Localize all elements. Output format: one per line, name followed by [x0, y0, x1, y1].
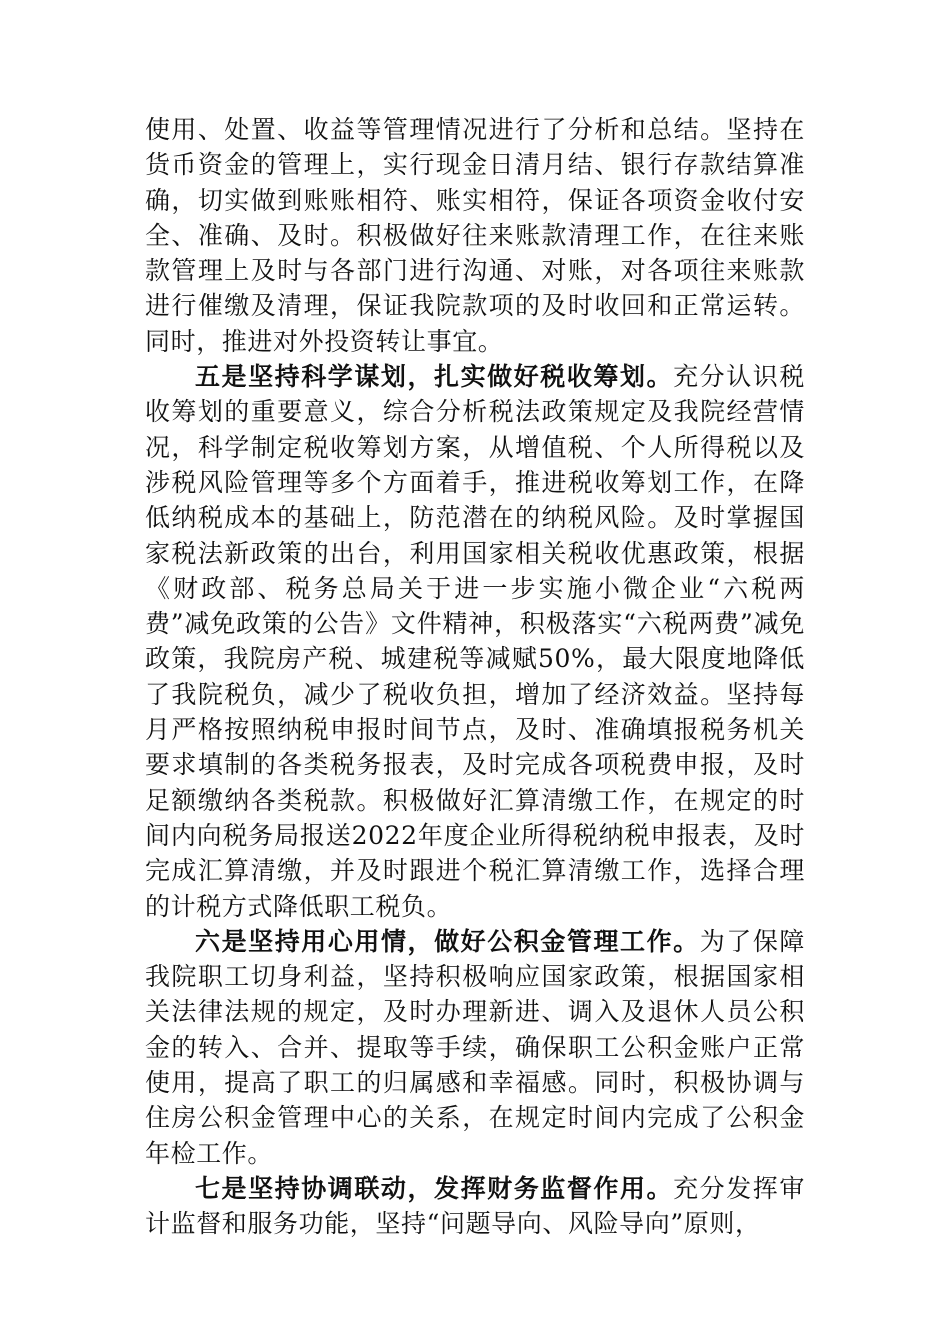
paragraph-lead-heading: 七是坚持协调联动，发挥财务监督作用。 — [195, 1173, 674, 1203]
paragraph-five-tax-planning — [145, 359, 805, 924]
document-page — [145, 112, 805, 1242]
paragraph-continued — [145, 112, 805, 359]
paragraph-seven-supervision — [145, 1171, 805, 1242]
paragraph-lead-heading: 五是坚持科学谋划，扎实做好税收筹划。 — [195, 362, 674, 392]
paragraph-text: 充分发挥审计监督和服务功能，坚持“问题导向、风险导向”原则， — [145, 1173, 805, 1239]
paragraph-text: 充分认识税收筹划的重要意义，综合分析税法政策规定及我院经营情况，科学制定税收筹划方案，从增值税、个人所得税以及涉税风险管理等多个方面着手，推进税收筹划工作，在降低纳税成本的基础上，防范潜在的纳税风险。及时掌握国家税法新政策的出台，利用国家相关税收优惠政策，根据《财政部、税务总局关于进一步实施小微企业“六税两费”减免政策的公告》文件精神，积极落实“六税两费”减免政策，我院房产税、城建税等减赋50%，最大限度地降低了我院税负，减少了税收负担，增加了经济效益。坚持每月严格按照纳税申报时间节点，及时、准确填报税务机关要求填制的各类税务报表，及时完成各项税费申报，及时足额缴纳各类税款。积极做好汇算清缴工作，在规定的时间内向税务局报送2022年度企业所得税纳税申报表，及时完成汇算清缴，并及时跟进个税汇算清缴工作，选择合理的计税方式降低职工税负。 — [145, 362, 805, 921]
paragraph-six-housing-fund — [145, 924, 805, 1171]
paragraph-text: 使用、处置、收益等管理情况进行了分析和总结。坚持在货币资金的管理上，实行现金日清月结、银行存款结算准确，切实做到账账相符、账实相符，保证各项资金收付安全、准确、及时。积极做好往来账款清理工作，在往来账款管理上及时与各部门进行沟通、对账，对各项往来账款进行催缴及清理，保证我院款项的及时收回和正常运转。同时，推进对外投资转让事宜。 — [145, 115, 805, 356]
paragraph-text: 为了保障我院职工切身利益，坚持积极响应国家政策，根据国家相关法律法规的规定，及时办理新进、调入及退休人员公积金的转入、合并、提取等手续，确保职工公积金账户正常使用，提高了职工的归属感和幸福感。同时，积极协调与住房公积金管理中心的关系，在规定时间内完成了公积金年检工作。 — [145, 926, 805, 1168]
paragraph-lead-heading: 六是坚持用心用情，做好公积金管理工作。 — [195, 926, 700, 956]
